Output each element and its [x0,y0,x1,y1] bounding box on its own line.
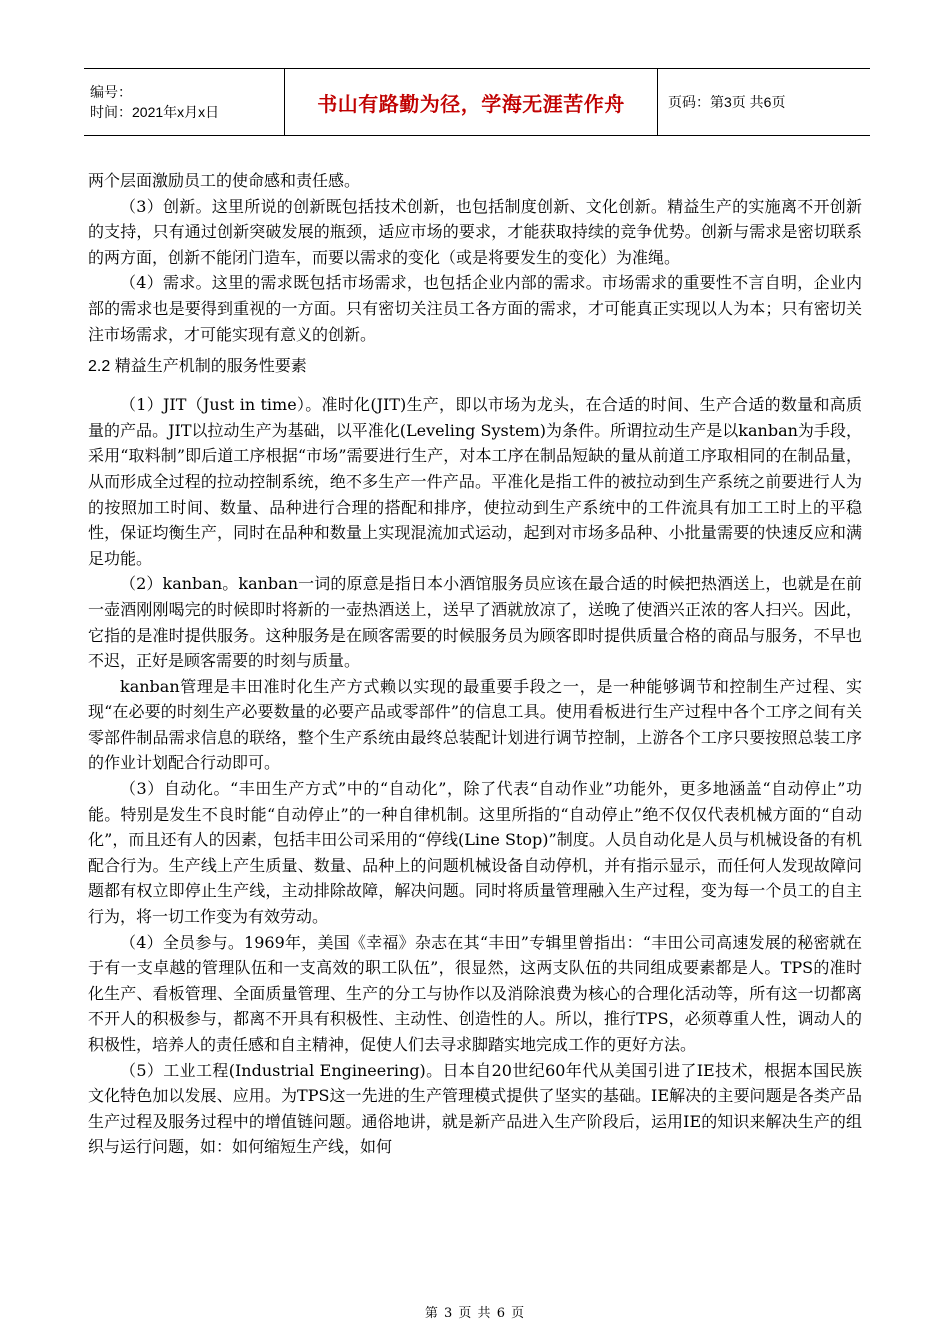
header-motto-cell [284,69,658,135]
header-page-cell [658,69,870,135]
paragraph-kanban: （2）kanban。kanban一词的原意是指日本小酒馆服务员应该在最合适的时候把热酒送上，也就是在前一壶酒刚刚喝完的时候即时将新的一壶热酒送上，送早了酒就放凉了，送晚了使酒兴正浓的客人扫兴。因此，它指的是准时提供服务。这种服务是在顾客需要的时候服务员为顾客即时提供质量合格的商品与服务，不早也不迟，正好是顾客需要的时刻与质量。 [88,574,862,671]
page-footer: 第 3 页 共 6 页 [424,1306,526,1321]
paragraph-innovation: （3）创新。这里所说的创新既包括技术创新，也包括制度创新、文化创新。精益生产的实施离不开创新的支持，只有通过创新突破发展的瓶颈，适应市场的要求，才能获取持续的竞争优势。创新与需求是密切联系的两方面，创新不能闭门造车，而要以需求的变化（或是将要发生的变化）为准绳。 [88,196,862,267]
header-page-info: 页码：第3页 共6页 [668,94,786,110]
paragraph-participation: （4）全员参与。1969年，美国《幸福》杂志在其“丰田”专辑里曾指出：“丰田公司高速发展的秘密就在于有一支卓越的管理队伍和一支高效的职工队伍”，很显然，这两支队伍的共同组成要素都是人。TPS的准时化生产、看板管理、全面质量管理、生产的分工与协作以及消除浪费为核心的合理化活动等，所有这一切都离不开人的积极参与，都离不开具有积极性、主动性、创造性的人。所以，推行TPS，必须尊重人性，调动人的积极性，培养人的责任感和自主精神，促使人们去寻求脚踏实地完成工作的更好方法。 [88,932,862,1054]
paragraph-demand: （4）需求。这里的需求既包括市场需求，也包括企业内部的需求。市场需求的重要性不言自明，企业内部的需求也是要得到重视的一方面。只有密切关注员工各方面的需求，才可能真正实现以人为本；只有密切关注市场需求，才可能实现有意义的创新。 [88,273,862,344]
document-number-label: 编号： [90,84,132,100]
paragraph-industrial-engineering: （5）工业工程(Industrial Engineering)。日本自20世纪60年代从美国引进了IE技术，根据本国民族文化特色加以发展、应用。为TPS这一先进的生产管理模式提供了坚实的基础。IE解决的主要问题是各类产品生产过程及服务过程中的增值链问题。通俗地讲，就是新产品进入生产阶段后，运用IE的知识来解决生产的组织与运行问题，如：如何缩短生产线，如何 [88,1060,862,1157]
paragraph: 两个层面激励员工的使命感和责任感。 [88,171,361,190]
document-time-label: 时间：2021年x月x日 [90,104,220,120]
header-meta [84,69,284,135]
paragraph-automation: （3）自动化。“丰田生产方式”中的“自动化”，除了代表“自动作业”功能外，更多地涵盖“自动停止”功能。特别是发生不良时能“自动停止”的一种自律机制。这里所指的“自动停止”绝不仅仅代表机械方面的“自动化”，而且还有人的因素，包括丰田公司采用的“停线(Line Stop)”制度。人员自动化是人员与机械设备的有机配合行为。生产线上产生质量、数量、品种上的问题机械设备自动停机，并有指示显示，而任何人发现故障问题都有权立即停止生产线，主动排除故障，解决问题。同时将质量管理融入生产过程，变为每一个员工的自主行为，将一切工作变为有效劳动。 [88,779,862,927]
section-heading: 2.2 精益生产机制的服务性要素 [88,358,307,376]
document-header [84,68,870,136]
paragraph-kanban-management: kanban管理是丰田准时化生产方式赖以实现的最重要手段之一，是一种能够调节和控制生产过程、实现“在必要的时刻生产必要数量的必要产品或零部件”的信息工具。使用看板进行生产过程中各个工序之间有关零部件制品需求信息的联络，整个生产系统由最终总装配计划进行调节控制，上游各个工序只要按照总装工序的作业计划配合行动即可。 [88,676,862,773]
paragraph-jit: （1）JIT（Just in time）。准时化(JIT)生产，即以市场为龙头，在合适的时间、生产合适的数量和高质量的产品。JIT以拉动生产为基础，以平准化(Leveling System)为条件。所谓拉动生产是以kanban为手段，采用“取料制”即后道工序根据“市场”需要进行生产，对本工序在制品短缺的量从前道工序取相同的在制品量，从而形成全过程的拉动控制系统，绝不多生产一件产品。平准化是指工件的被拉动到生产系统之前要进行人为的按照加工时间、数量、品种进行合理的搭配和排序，使拉动到生产系统中的工件流具有加工工时上的平稳性，保证均衡生产，同时在品种和数量上实现混流加式运动，起到对市场多品种、小批量需要的快速反应和满足功能。 [88,395,862,568]
document-body [88,168,862,1160]
header-motto: 书山有路勤为径，学海无涯苦作舟 [317,91,625,116]
